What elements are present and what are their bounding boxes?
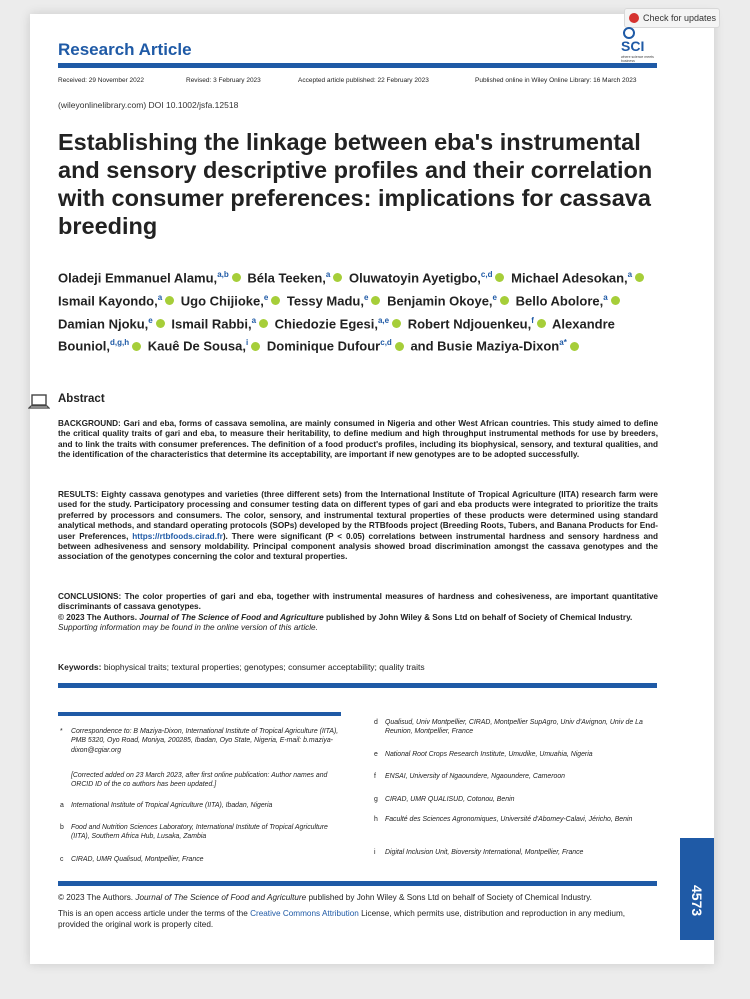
- orcid-icon[interactable]: [500, 296, 509, 305]
- footnote-text: Faculté des Sciences Agronomiques, Université d'Abomey-Calavi, Jéricho, Benin: [385, 816, 633, 823]
- sci-logo-tagline: where science meets business: [621, 55, 654, 63]
- footnote-text: Correspondence to: B Maziya-Dixon, International Institute of Tropical Agriculture (IITA), PMB 5320, Oyo Road, Moniya, 200285, Ibadan, Oyo State, Nigeria, E-mail: b.maziya-dixon@cgiar.org: [71, 728, 339, 754]
- orcid-icon[interactable]: [251, 342, 260, 351]
- author-name[interactable]: Ismail Kayondo,: [58, 293, 158, 309]
- author-name[interactable]: Bello Abolore,: [515, 293, 604, 309]
- page-number-tab: [680, 838, 714, 940]
- abstract-copyright: © 2023 The Authors. Journal of The Science of Food and Agriculture published by John Wiley & Sons Ltd on behalf of Society of Chemical Industry.: [58, 612, 633, 622]
- orcid-icon[interactable]: [611, 296, 620, 305]
- abstract-background: BACKGROUND: Gari and eba, forms of cassava semolina, are mainly consumed in Nigeria and other West African countries. This study aimed to define the critical quality traits of gari and eba, to measure their heritability, to define medium and high throughput instrumental methods for use by breeders, and to link the traits with consumer preferences. The definition of a food product's profiles, including its biophysical, sensory, and textural qualities, and the identification of the characteristics that determine its acceptability, are important if new genotypes are to be adopted successfully.: [58, 419, 658, 460]
- footnote-key: *: [60, 728, 63, 735]
- footnote-text: ENSAI, University of Ngaoundere, Ngaoundere, Cameroon: [385, 773, 566, 780]
- author-name[interactable]: Béla Teeken,: [247, 270, 326, 286]
- footnote-key: d: [374, 719, 378, 726]
- sci-logo: [617, 27, 661, 63]
- orcid-icon[interactable]: [537, 319, 546, 328]
- laptop-icon: [28, 393, 50, 411]
- article-title: Establishing the linkage between eba's instrumental and sensory descriptive profiles and their correlation with consumer preferences: implications for cassava breeding: [58, 129, 653, 239]
- footnote-text: Qualisud, Univ Montpellier, CIRAD, Montpellier SupAgro, Univ d'Avignon, Univ de La Reunion, Montpellier, France: [385, 719, 643, 736]
- footnote-text: Food and Nutrition Sciences Laboratory, International Institute of Tropical Agriculture (IITA), Southern Africa Hub, Lusaka, Zambia: [71, 824, 328, 841]
- footer-rule: [58, 881, 657, 886]
- author-affiliation: e: [492, 292, 497, 302]
- author-name[interactable]: Ismail Rabbi,: [171, 315, 252, 331]
- author-name[interactable]: Michael Adesokan,: [511, 270, 628, 286]
- author-name[interactable]: Dominique Dufour: [266, 338, 381, 354]
- revised-date: Revised: 3 February 2023: [186, 77, 261, 84]
- footnote-key: c: [60, 856, 64, 863]
- footnote-rule: [58, 712, 341, 716]
- footnote-text: [Corrected added on 23 March 2023, after first online publication: Author names and ORCID ID of the co authors has been updated.]: [71, 772, 328, 789]
- footnote-text: International Institute of Tropical Agriculture (IITA), Ibadan, Nigeria: [71, 802, 273, 809]
- footnote-key: g: [374, 796, 378, 803]
- author-name[interactable]: Benjamin Okoye,: [387, 293, 493, 309]
- footer-copyright: © 2023 The Authors. Journal of The Science of Food and Agriculture published by John Wiley & Sons Ltd on behalf of Society of Chemical Industry.: [58, 893, 592, 902]
- author-affiliation: c,d: [480, 270, 493, 279]
- footnote-key: a: [60, 802, 64, 809]
- footnote: [374, 795, 656, 804]
- footnote: [60, 823, 343, 842]
- author-affiliation: e: [263, 292, 269, 302]
- author-affiliation: a: [325, 270, 331, 279]
- orcid-icon[interactable]: [570, 342, 579, 351]
- author-affiliation: a: [627, 270, 633, 279]
- orcid-icon[interactable]: [635, 273, 644, 282]
- creative-commons-link[interactable]: Creative Commons Attribution: [250, 909, 359, 918]
- footnote: [374, 772, 656, 781]
- author-affiliation: a,b: [217, 270, 229, 279]
- footnote-text: National Root Crops Research Institute, Umudike, Umuahia, Nigeria: [385, 751, 593, 758]
- author-name[interactable]: Ugo Chijioke,: [180, 293, 264, 309]
- check-updates-label: Check for updates: [643, 13, 717, 23]
- orcid-icon[interactable]: [156, 319, 165, 328]
- author-name[interactable]: Robert Ndjouenkeu,: [407, 315, 532, 331]
- sci-logo-text: SCI: [621, 38, 645, 54]
- abstract-conclusions: CONCLUSIONS: The color properties of gari and eba, together with instrumental measures of hardness and cohesiveness, are important quantitative discriminants of cassava genotypes. © 2023 The Authors. Journal of The Science of Food and Agriculture published by John Wiley & Sons Ltd on behalf of Society of Chemical Industry. Supporting information may be found in the online version of this article.: [58, 592, 658, 633]
- orcid-icon[interactable]: [333, 273, 342, 282]
- orcid-icon[interactable]: [259, 319, 268, 328]
- abstract-heading: Abstract: [58, 393, 105, 405]
- author-name[interactable]: Oluwatoyin Ayetigbo,: [348, 270, 481, 286]
- author-name[interactable]: and Busie Maziya-Dixon: [410, 338, 560, 354]
- keywords-rule: [58, 683, 657, 688]
- footnote-key: e: [374, 751, 378, 758]
- received-date: Received: 29 November 2022: [58, 77, 144, 84]
- footnote: [374, 750, 656, 759]
- footnote: [60, 855, 343, 864]
- author-name[interactable]: Oladeji Emmanuel Alamu,: [58, 270, 218, 286]
- author-name[interactable]: Kauê De Sousa,: [147, 338, 246, 354]
- article-type-label: Research Article: [58, 40, 192, 59]
- author-affiliation: e: [363, 292, 369, 302]
- author-affiliation: i: [246, 338, 249, 348]
- footnote: [374, 815, 656, 824]
- author-affiliation: d,g,h: [110, 338, 130, 348]
- footnote-key: b: [60, 824, 64, 831]
- published-date: Published online in Wiley Online Library: 16 March 2023: [475, 77, 637, 84]
- author-affiliation: a,e: [377, 315, 390, 325]
- footnote-key: f: [374, 773, 376, 780]
- footnote-text: CIRAD, UMR Qualisud, Montpellier, France: [71, 856, 204, 863]
- check-updates-icon: [629, 13, 639, 23]
- author-affiliation: f: [531, 315, 534, 325]
- footnote: [374, 848, 656, 857]
- footer-license: This is an open access article under the terms of the Creative Commons Attribution License, which permits use, distribution and reproduction in any medium, provided the original work is properly cited.: [58, 909, 626, 929]
- footnote: [60, 771, 343, 790]
- check-for-updates-button[interactable]: [624, 8, 720, 28]
- orcid-icon[interactable]: [395, 342, 404, 351]
- author-affiliation: c,d: [380, 338, 392, 348]
- author-affiliation: e: [148, 315, 153, 325]
- accepted-date: Accepted article published: 22 February 2023: [298, 77, 429, 84]
- orcid-icon[interactable]: [132, 342, 141, 351]
- author-affiliation: a*: [559, 338, 567, 348]
- doi-line: (wileyonlinelibrary.com) DOI 10.1002/jsfa.12518: [58, 100, 239, 110]
- keywords-line: Keywords: biophysical traits; textural properties; genotypes; consumer acceptability; quality traits: [58, 662, 425, 672]
- author-name[interactable]: Tessy Madu,: [286, 293, 364, 309]
- author-affiliation: a: [251, 315, 257, 325]
- footnote-text: CIRAD, UMR QUALISUD, Cotonou, Benin: [385, 796, 515, 803]
- author-affiliation: a: [603, 292, 608, 302]
- page-number: 4573: [689, 885, 705, 917]
- rtbfoods-link[interactable]: https://rtbfoods.cirad.fr: [132, 531, 223, 541]
- author-name[interactable]: Chiedozie Egesi,: [274, 315, 378, 331]
- author-affiliation: a: [157, 292, 163, 302]
- orcid-icon[interactable]: [392, 319, 401, 328]
- orcid-icon[interactable]: [232, 273, 241, 282]
- supporting-information: Supporting information may be found in the online version of this article.: [58, 623, 318, 633]
- footnote-key: h: [374, 816, 378, 823]
- author-name[interactable]: Alexandre Bouniol,: [58, 315, 615, 354]
- author-name[interactable]: Damian Njoku,: [58, 315, 149, 331]
- header-rule: [58, 63, 657, 68]
- footnote-key: i: [374, 849, 376, 856]
- footnote-text: Digital Inclusion Unit, Bioversity International, Montpellier, France: [385, 849, 584, 856]
- orcid-icon[interactable]: [165, 296, 174, 305]
- orcid-icon[interactable]: [495, 273, 504, 282]
- footnote: [374, 718, 656, 737]
- footnote: [60, 727, 343, 755]
- abstract-results: RESULTS: Eighty cassava genotypes and varieties (three different sets) from the International Institute of Tropical Agriculture (IITA) research farm were used for the study. Participatory processing and consumer testing data on different types of gari and eba products were integrated to prioritize the traits preferred by processors and consumers. The color, sensory, and instrumental textural properties of these products were determined using standard analytical methods, and standard operating protocols (SOPs) developed by the RTBfoods project (Breeding Roots, Tubers, and Banana Products for End-user Preferences, https://rtbfoods.cirad.fr). There were significant (P < 0.05) correlations between instrumental hardness and sensory hardness and between adhesiveness and sensory moldability. Principal component analysis showed broad discrimination amongst the cassava genotypes and the association of the genotypes concerning the color and textural properties.: [58, 490, 659, 562]
- footnote: [60, 801, 343, 810]
- author-list: [58, 265, 658, 356]
- orcid-icon[interactable]: [371, 296, 380, 305]
- orcid-icon[interactable]: [271, 296, 280, 305]
